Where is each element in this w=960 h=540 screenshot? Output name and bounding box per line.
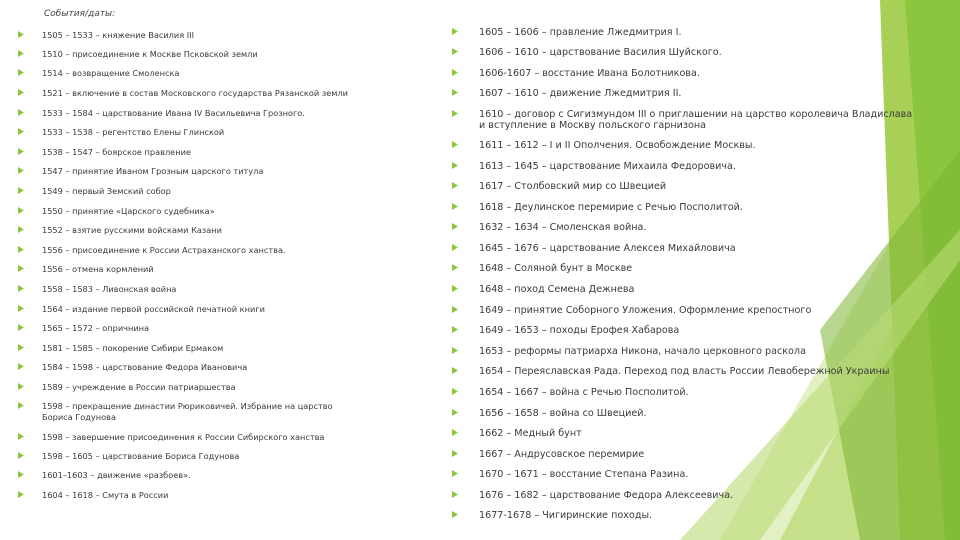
bullet-icon bbox=[452, 203, 458, 210]
bullet-icon bbox=[18, 285, 24, 292]
list-item: 1676 – 1682 – царствование Федора Алексеевича. bbox=[452, 490, 733, 501]
bullet-icon bbox=[452, 223, 458, 230]
bullet-icon bbox=[452, 141, 458, 148]
list-item: 1565 – 1572 – опричнина bbox=[18, 323, 149, 334]
bullet-icon bbox=[452, 367, 458, 374]
list-item: 1533 – 1538 – регентство Елены Глинской bbox=[18, 127, 224, 138]
list-item: 1613 – 1645 – царствование Михаила Федоровича. bbox=[452, 161, 736, 172]
bullet-icon bbox=[452, 347, 458, 354]
list-item: 1604 – 1618 – Смута в России bbox=[18, 490, 168, 501]
list-item: 1617 – Столбовский мир со Швецией bbox=[452, 181, 666, 192]
bullet-icon bbox=[18, 452, 24, 459]
bullet-icon bbox=[452, 388, 458, 395]
bullet-icon bbox=[452, 244, 458, 251]
list-item: 1610 – договор с Сигизмундом III о приглашении на царство королевича Владислава и вступление в Москву польского гарнизона bbox=[452, 109, 922, 131]
list-item: 1648 – поход Семена Дежнева bbox=[452, 284, 634, 295]
bullet-icon bbox=[18, 324, 24, 331]
list-item: 1649 – 1653 – походы Ерофея Хабарова bbox=[452, 325, 679, 336]
list-item: 1670 – 1671 – восстание Степана Разина. bbox=[452, 469, 688, 480]
list-item: 1521 – включение в состав Московского государства Рязанской земли bbox=[18, 88, 348, 99]
bullet-icon bbox=[18, 471, 24, 478]
list-item: 1538 – 1547 – боярское правление bbox=[18, 147, 191, 158]
list-item: 1649 – принятие Соборного Уложения. Оформление крепостного bbox=[452, 305, 811, 316]
list-item: 1605 – 1606 – правление Лжедмитрия I. bbox=[452, 27, 682, 38]
list-item: 1618 – Деулинское перемирие с Речью Посполитой. bbox=[452, 202, 743, 213]
bullet-icon bbox=[452, 89, 458, 96]
list-item: 1533 – 1584 – царствование Ивана IV Васильевича Грозного. bbox=[18, 108, 305, 119]
list-item: 1667 – Андрусовское перемирие bbox=[452, 449, 644, 460]
bullet-icon bbox=[452, 491, 458, 498]
bullet-icon bbox=[18, 187, 24, 194]
bullet-icon bbox=[452, 110, 458, 117]
bullet-icon bbox=[18, 344, 24, 351]
list-item: 1607 – 1610 – движение Лжедмитрия II. bbox=[452, 88, 681, 99]
bullet-icon bbox=[18, 265, 24, 272]
list-item: 1505 – 1533 – княжение Василия III bbox=[18, 30, 194, 41]
list-item: 1547 – принятие Иваном Грозным царского титула bbox=[18, 166, 263, 177]
bullet-icon bbox=[452, 470, 458, 477]
list-item: 1558 – 1583 – Ливонская война bbox=[18, 284, 176, 295]
list-item: 1606 – 1610 – царствование Василия Шуйского. bbox=[452, 47, 722, 58]
bullet-icon bbox=[18, 226, 24, 233]
bullet-icon bbox=[452, 264, 458, 271]
list-item: 1656 – 1658 – война со Швецией. bbox=[452, 408, 647, 419]
list-item: 1606-1607 – восстание Ивана Болотникова. bbox=[452, 68, 700, 79]
bullet-icon bbox=[18, 207, 24, 214]
bullet-icon bbox=[452, 162, 458, 169]
bullet-icon bbox=[18, 167, 24, 174]
bullet-icon bbox=[18, 363, 24, 370]
list-item: 1598 – завершение присоединения к России Сибирского ханства bbox=[18, 432, 324, 443]
list-item: 1556 – отмена кормлений bbox=[18, 264, 154, 275]
list-item: 1601–1603 – движение «разбоев». bbox=[18, 470, 191, 481]
bullet-icon bbox=[452, 450, 458, 457]
bullet-icon bbox=[18, 109, 24, 116]
list-item: 1648 – Соляной бунт в Москве bbox=[452, 263, 632, 274]
list-item: 1645 – 1676 – царствование Алексея Михайловича bbox=[452, 243, 736, 254]
bullet-icon bbox=[18, 89, 24, 96]
list-item: 1589 – учреждение в России патриаршества bbox=[18, 382, 236, 393]
list-item: 1653 – реформы патриарха Никона, начало церковного раскола bbox=[452, 346, 806, 357]
bullet-icon bbox=[18, 402, 24, 409]
list-item: 1581 – 1585 – покорение Сибири Ермаком bbox=[18, 343, 223, 354]
bullet-icon bbox=[452, 511, 458, 518]
list-item: 1556 – присоединение к России Астраханского ханства. bbox=[18, 245, 286, 256]
list-item: 1584 – 1598 – царствование Федора Ивановича bbox=[18, 362, 247, 373]
list-item: 1514 – возвращение Смоленска bbox=[18, 68, 179, 79]
bullet-icon bbox=[452, 326, 458, 333]
bullet-icon bbox=[452, 285, 458, 292]
list-item: 1598 – 1605 – царствование Бориса Годунова bbox=[18, 451, 239, 462]
list-item: 1550 – принятие «Царского судебника» bbox=[18, 206, 215, 217]
list-item: 1611 – 1612 – I и II Ополчения. Освобождение Москвы. bbox=[452, 140, 756, 151]
bullet-icon bbox=[452, 429, 458, 436]
list-item: 1632 – 1634 – Смоленская война. bbox=[452, 222, 646, 233]
bullet-icon bbox=[18, 31, 24, 38]
bullet-icon bbox=[452, 409, 458, 416]
list-item: 1510 – присоединение к Москве Псковской земли bbox=[18, 49, 258, 60]
list-item: 1598 – прекращение династии Рюриковичей. Избрание на царство Бориса Годунова bbox=[18, 401, 348, 423]
bullet-icon bbox=[18, 246, 24, 253]
bullet-icon bbox=[452, 48, 458, 55]
list-item: 1654 – Переяславская Рада. Переход под власть России Левобережной Украины bbox=[452, 366, 890, 377]
bullet-icon bbox=[18, 69, 24, 76]
bullet-icon bbox=[452, 306, 458, 313]
bullet-icon bbox=[18, 128, 24, 135]
heading: События/даты: bbox=[44, 9, 116, 19]
bullet-icon bbox=[452, 182, 458, 189]
list-item: 1677-1678 – Чигиринские походы. bbox=[452, 510, 652, 521]
bullet-icon bbox=[452, 28, 458, 35]
bullet-icon bbox=[18, 433, 24, 440]
list-item: 1564 – издание первой российской печатной книги bbox=[18, 304, 265, 315]
bullet-icon bbox=[18, 148, 24, 155]
list-item: 1654 – 1667 – война с Речью Посполитой. bbox=[452, 387, 689, 398]
list-item: 1662 – Медный бунт bbox=[452, 428, 582, 439]
bullet-icon bbox=[18, 50, 24, 57]
bullet-icon bbox=[18, 305, 24, 312]
list-item: 1552 – взятие русскими войсками Казани bbox=[18, 225, 222, 236]
bullet-icon bbox=[18, 383, 24, 390]
bullet-icon bbox=[452, 69, 458, 76]
list-item: 1549 – первый Земский собор bbox=[18, 186, 171, 197]
bullet-icon bbox=[18, 491, 24, 498]
